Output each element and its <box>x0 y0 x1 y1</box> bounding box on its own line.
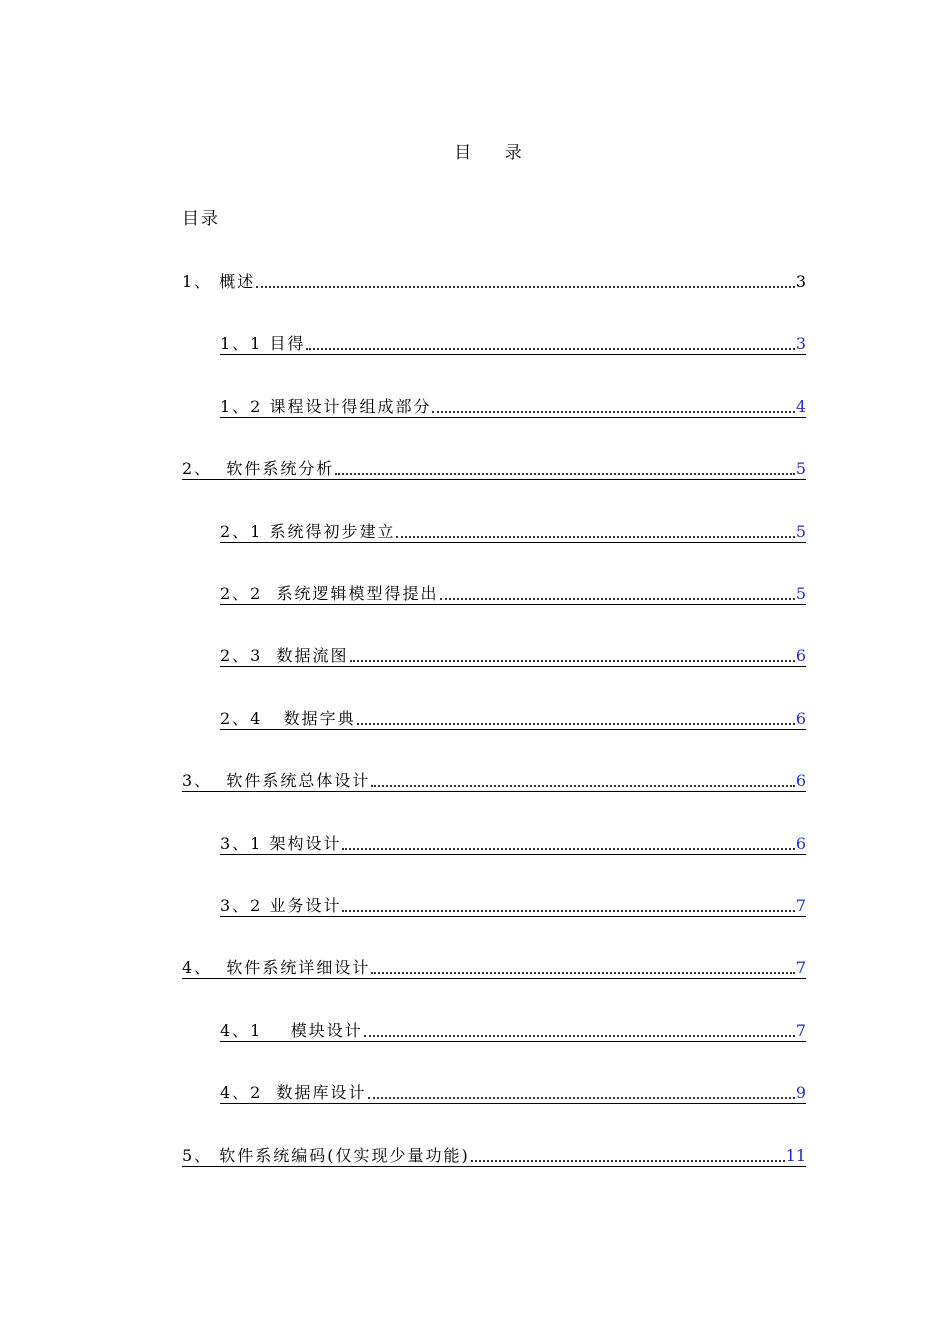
toc-page-number: 11 <box>785 1145 806 1165</box>
toc-page-number: 6 <box>795 646 806 666</box>
toc-entry-label: 2、3 数据流图 <box>220 646 349 666</box>
toc-page-number: 7 <box>795 1020 806 1040</box>
dot-leader <box>350 659 795 662</box>
toc-entry-label: 1、 概述 <box>182 272 256 291</box>
toc-entry-label: 3、 软件系统总体设计 <box>182 771 371 791</box>
toc-entry[interactable] <box>220 1017 806 1042</box>
toc-page-number: 3 <box>795 334 806 354</box>
dot-leader <box>357 722 795 725</box>
toc-entry-label: 1、2 课程设计得组成部分 <box>220 396 432 416</box>
page-title: 目 录 <box>454 143 536 163</box>
toc-entry[interactable] <box>220 393 806 418</box>
toc-page-number: 6 <box>795 708 806 728</box>
toc-entry[interactable] <box>220 330 806 355</box>
toc-page-number: 3 <box>795 272 806 291</box>
toc-entry[interactable] <box>182 954 806 979</box>
toc-page-number: 6 <box>795 833 806 853</box>
dot-leader <box>371 971 794 974</box>
toc-entry[interactable] <box>220 830 806 855</box>
toc-page-number: 5 <box>795 584 806 603</box>
dot-leader <box>371 784 794 787</box>
toc-page-number: 5 <box>795 459 806 479</box>
dot-leader <box>364 1034 795 1037</box>
toc-page-number: 7 <box>795 958 806 978</box>
toc-entry-label: 2、4 数据字典 <box>220 708 356 728</box>
toc-entry[interactable] <box>182 455 806 480</box>
toc-entry[interactable] <box>182 268 806 292</box>
toc-entry-label: 4、 软件系统详细设计 <box>182 958 371 978</box>
toc-entry-label: 5、 软件系统编码(仅实现少量功能) <box>182 1145 470 1165</box>
toc-page-number: 6 <box>795 771 806 791</box>
toc-heading: 目录 <box>182 209 220 229</box>
dot-leader <box>342 847 794 850</box>
toc-entry-label: 2、1 系统得初步建立 <box>220 521 396 541</box>
toc-page-number: 4 <box>795 396 806 416</box>
toc-entry[interactable] <box>220 705 806 730</box>
toc-entry[interactable] <box>220 1079 806 1104</box>
toc-page-number: 5 <box>795 521 806 541</box>
dot-leader <box>335 472 794 475</box>
toc-page-number: 9 <box>795 1083 806 1103</box>
toc-entry[interactable] <box>182 1142 806 1167</box>
dot-leader <box>432 410 794 413</box>
toc-entry-label: 1、1 目得 <box>220 334 306 354</box>
toc-entry[interactable] <box>220 580 806 605</box>
dot-leader <box>440 597 795 600</box>
dot-leader <box>396 535 794 538</box>
dot-leader <box>471 1159 785 1162</box>
toc-entry[interactable] <box>220 892 806 917</box>
toc-entry[interactable] <box>182 767 806 792</box>
dot-leader <box>368 1096 795 1099</box>
toc-entry-label: 4、1 模块设计 <box>220 1020 363 1040</box>
toc-entry-label: 2、2 系统逻辑模型得提出 <box>220 584 439 603</box>
toc-entry-label: 3、1 架构设计 <box>220 833 342 853</box>
toc-page-number: 7 <box>795 896 806 915</box>
dot-leader <box>256 285 795 288</box>
toc-entry-label: 4、2 数据库设计 <box>220 1083 367 1103</box>
dot-leader <box>342 909 794 912</box>
toc-entry[interactable] <box>220 642 806 667</box>
toc-entry-label: 2、 软件系统分析 <box>182 459 335 479</box>
toc-entry-label: 3、2 业务设计 <box>220 896 342 915</box>
toc-entry[interactable] <box>220 518 806 543</box>
dot-leader <box>306 347 794 350</box>
